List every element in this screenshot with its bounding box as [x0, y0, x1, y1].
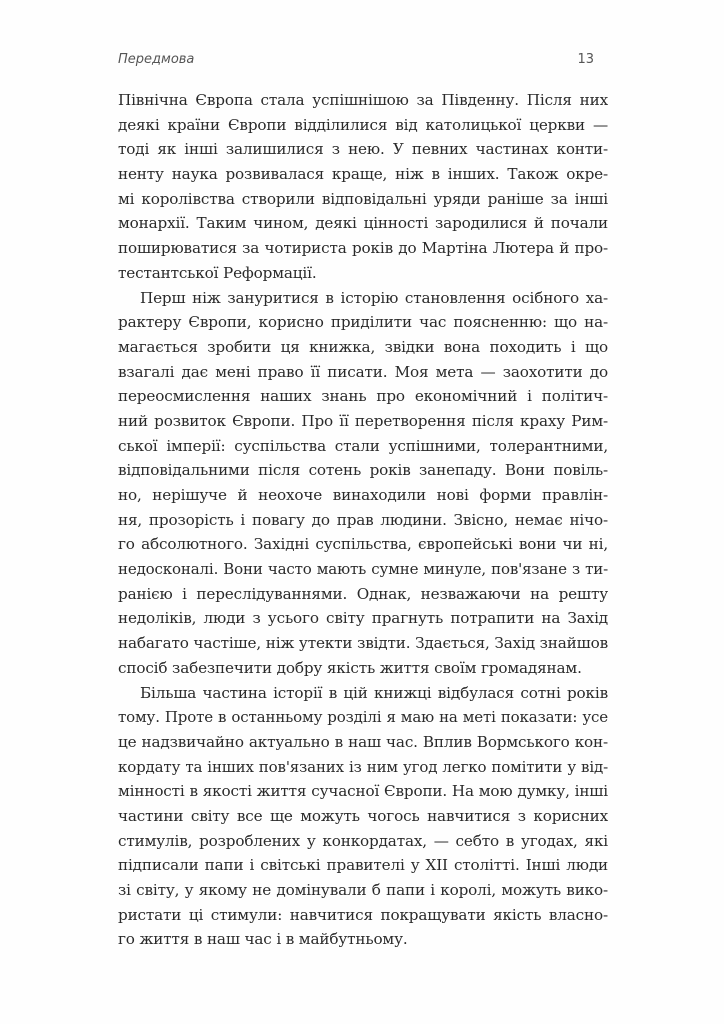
text-line: відповідальними після сотень років занепаду. Вони повіль- [118, 461, 608, 480]
text-line: го життя в наш час і в майбутньому. [118, 930, 408, 949]
text-line: тестантської Реформації. [118, 263, 317, 282]
text-line: Перш ніж зануритися в історію становлення осібного ха- [140, 288, 608, 307]
text-line: тому. Проте в останньому розділі я маю на меті показати: усе [118, 708, 608, 727]
text-line: недоліків, люди з усього світу прагнуть потрапити на Захід [118, 609, 608, 628]
running-title: Передмова [118, 52, 195, 67]
paragraph [118, 88, 608, 286]
paragraph [118, 286, 608, 681]
text-line: взагалі дає мені право її писати. Моя мета — заохотити до [118, 362, 608, 381]
text-line: но, нерішуче й неохоче винаходили нові форми правлін- [118, 486, 608, 504]
text-line: кордату та інших пов'язаних із ним угод легко помітити у від- [118, 757, 608, 776]
text-line: монархії. Таким чином, деякі цінності зародилися й почали [118, 214, 608, 233]
text-line: ранією і переслідуваннями. Однак, незважаючи на решту [118, 584, 608, 603]
paragraph [118, 681, 608, 953]
text-line: спосіб забезпечити добру якість життя своїм громадянам. [118, 658, 582, 677]
text-line: ний розвиток Європи. Про її перетворення після краху Рим- [118, 411, 608, 430]
text-line: частини світу все ще можуть чогось навчитися з корисних [118, 806, 608, 825]
text-line: ристати ці стимули: навчитися покращувати якість власно- [118, 905, 608, 924]
text-line: Північна Європа стала успішнішою за Південну. Після них [118, 91, 608, 109]
text-line: деякі країни Європи відділилися від католицької церкви — [118, 115, 608, 134]
text-line: стимулів, розроблених у конкордатах, — себто в угодах, які [118, 831, 608, 850]
text-line: ненту наука розвивалася краще, ніж в інших. Також окре- [118, 165, 608, 184]
text-line: мі королівства створили відповідальні уряди раніше за інші [118, 189, 608, 208]
text-line: го абсолютного. Західні суспільства, європейські вони чи ні, [118, 535, 608, 554]
text-line: набагато частіше, ніж утекти звідти. Здається, Захід знайшов [118, 634, 608, 653]
text-line: недосконалі. Вони часто мають сумне минуле, пов'язане з ти- [118, 560, 608, 579]
body-text [118, 88, 608, 952]
text-line: Більша частина історії в цій книжці відбулася сотні років [140, 683, 608, 702]
text-line: магається зробити ця книжка, звідки вона походить і що [118, 337, 608, 356]
text-line: зі світу, у якому не домінували б папи і королі, можуть вико- [118, 881, 608, 899]
text-line: поширюватися за чотириста років до Мартіна Лютера й про- [118, 239, 608, 258]
text-line: переосмислення наших знань про економічний і політич- [118, 387, 608, 406]
page-number: 13 [577, 52, 594, 67]
text-line: ської імперії: суспільства стали успішними, толерантними, [118, 436, 608, 455]
text-line: мінності в якості життя сучасної Європи. На мою думку, інші [118, 782, 608, 801]
running-head [118, 52, 608, 74]
text-line: рактеру Європи, корисно приділити час поясненню: що на- [118, 313, 608, 332]
text-line: ня, прозорість і повагу до прав людини. Звісно, немає нічо- [118, 510, 608, 529]
text-line: це надзвичайно актуально в наш час. Вплив Вормського кон- [118, 732, 608, 751]
text-line: тоді як інші залишилися з нею. У певних частинах конти- [118, 140, 608, 159]
text-line: підписали папи і світські правителі у XII столітті. Інші люди [118, 856, 608, 875]
